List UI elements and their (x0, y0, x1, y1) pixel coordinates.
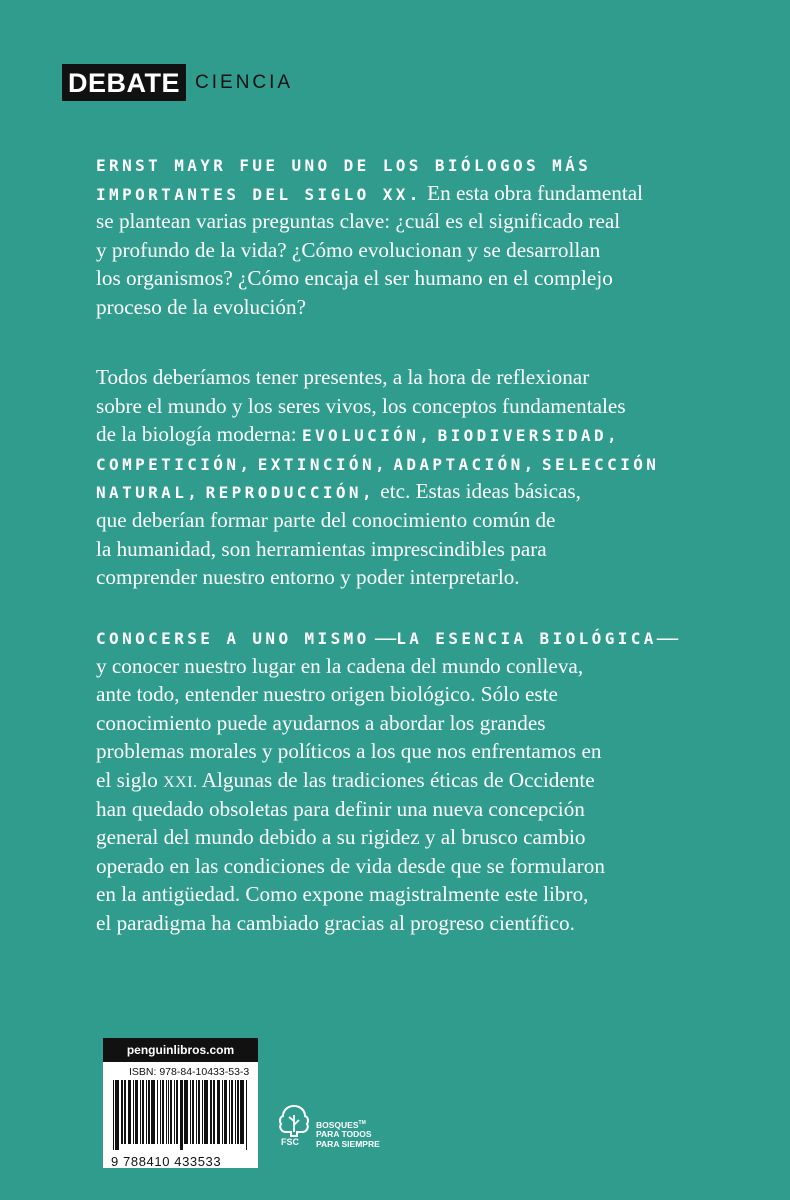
barcode-bar (237, 1080, 239, 1144)
publisher-logo (62, 64, 293, 101)
barcode-bar (115, 1080, 119, 1150)
barcode-label (103, 1038, 258, 1168)
barcode-bar (148, 1080, 150, 1144)
barcode-bar (160, 1080, 161, 1144)
barcode-bar (240, 1080, 244, 1144)
barcode-bar (121, 1080, 123, 1144)
barcode-bar (157, 1080, 158, 1144)
paragraph-essence (96, 623, 756, 938)
barcode-bar (229, 1080, 230, 1144)
text-fragment: etc. Estas ideas básicas, (380, 479, 581, 504)
barcode-bar (210, 1080, 212, 1144)
intro-caps-1: ERNST MAYR FUE UNO DE LOS BIÓLOGOS MÁS (96, 156, 592, 175)
text-line: problemas morales y políticos a los que nos enfrentamos en (96, 739, 602, 764)
century-smallcaps: XXI. (163, 773, 198, 791)
barcode-digits: 9 788410 433533 (111, 1154, 222, 1169)
concept-keyword: BIODIVERSIDAD, (437, 426, 621, 446)
text-line: se plantean varias preguntas clave: ¿cuál es el significado real (96, 209, 621, 234)
concept-keyword: NATURAL, (96, 483, 201, 503)
essence-caps-1: CONOCERSE A UNO MISMO (96, 629, 370, 648)
barcode-bar (168, 1080, 169, 1144)
barcode-bar (176, 1080, 178, 1144)
fsc-label: FSC (281, 1137, 299, 1147)
text-line: en la antigüedad. Como expone magistralmente este libro, (96, 882, 589, 907)
isbn-text: ISBN: 978-84-10433-53-3 (129, 1066, 250, 1078)
text-fragment: Algunas de las tradiciones éticas de Occidente (201, 767, 595, 792)
concept-keyword: COMPETICIÓN, (96, 454, 253, 474)
fsc-slogan (316, 1119, 380, 1149)
em-dash: — (656, 625, 679, 649)
text-line: y conocer nuestro lugar en la cadena del mundo conlleva, (96, 653, 584, 678)
barcode-icon (109, 1080, 252, 1150)
text-line: proceso de la evolución? (96, 294, 307, 319)
barcode-bar (174, 1080, 175, 1144)
fsc-line: PARA SIEMPRE (316, 1138, 380, 1149)
barcode-bar (170, 1080, 172, 1144)
essence-caps-2: LA ESENCIA BIOLÓGICA (396, 629, 657, 648)
text-line: En esta obra fundamental (427, 180, 644, 205)
concept-keyword: EXTINCIÓN, (257, 454, 389, 474)
barcode-bar (166, 1080, 167, 1144)
barcode-bar (113, 1080, 114, 1150)
barcode-bar (217, 1080, 220, 1144)
text-line: la humanidad, son herramientas imprescindibles para (96, 536, 547, 561)
barcode-bar (142, 1080, 144, 1144)
barcode-bar (162, 1080, 164, 1144)
text-line: comprender nuestro entorno y poder interpretarlo. (96, 565, 520, 590)
barcode-bar (133, 1080, 134, 1144)
barcode-bar (128, 1080, 131, 1144)
paragraph-concepts (96, 363, 756, 592)
publisher-name: DEBATE (62, 64, 186, 101)
fsc-line: BOSQUES (316, 1119, 359, 1130)
concept-keyword: EVOLUCIÓN, (301, 426, 433, 446)
barcode-bar (222, 1080, 223, 1144)
em-dash: — (375, 625, 397, 649)
barcode-bar (135, 1080, 138, 1144)
barcode-bar (246, 1080, 247, 1150)
fsc-line: PARA TODOS (316, 1129, 372, 1140)
concept-keyword: SELECCIÓN (542, 454, 660, 474)
trademark-mark: TM (358, 1120, 366, 1126)
text-line: el paradigma ha cambiado gracias al progreso científico. (96, 910, 575, 935)
barcode-bar (204, 1080, 208, 1144)
text-line: y profundo de la vida? ¿Cómo evolucionan y se desarrollan (96, 237, 601, 262)
barcode-bar (213, 1080, 215, 1144)
fsc-logo (278, 1103, 380, 1149)
barcode-bar (235, 1080, 236, 1144)
text-line: los organismos? ¿Cómo encaja el ser humano en el complejo (96, 266, 613, 291)
text-line: Todos deberíamos tener presentes, a la hora de reflexionar (96, 365, 590, 389)
fsc-tree-icon (278, 1103, 310, 1147)
concept-keyword: REPRODUCCIÓN, (205, 483, 375, 503)
barcode-bar (146, 1080, 147, 1144)
barcode-bar (202, 1080, 203, 1144)
barcode-bar (140, 1080, 141, 1144)
barcode-bar (192, 1080, 194, 1144)
barcode-bar (231, 1080, 233, 1144)
barcode-box (103, 1062, 258, 1168)
paragraph-intro (96, 150, 756, 322)
text-line: ante todo, entender nuestro origen biológico. Sólo este (96, 682, 558, 707)
text-line: sobre el mundo y los seres vivos, los conceptos fundamentales (96, 393, 626, 418)
intro-caps-2: IMPORTANTES DEL SIGLO XX. (96, 184, 422, 204)
barcode-bar (184, 1080, 188, 1144)
barcode-bar (151, 1080, 155, 1144)
concept-keyword: ADAPTACIÓN, (393, 454, 537, 474)
barcode-bar (180, 1080, 183, 1150)
text-fragment: el siglo (96, 767, 158, 792)
text-line: general del mundo debido a su rigidez y al brusco cambio (96, 825, 586, 850)
barcode-bar (124, 1080, 126, 1144)
publisher-website: penguinlibros.com (103, 1038, 258, 1062)
barcode-bar (196, 1080, 197, 1144)
text-line: operado en las condiciones de vida desde que se formularon (96, 853, 605, 878)
barcode-bar (190, 1080, 191, 1144)
collection-name: CIENCIA (195, 71, 294, 93)
text-line: conocimiento puede ayudarnos a abordar los grandes (96, 710, 546, 735)
text-line: que deberían formar parte del conocimiento común de (96, 507, 556, 532)
text-fragment: de la biología moderna: (96, 422, 297, 447)
barcode-bar (224, 1080, 227, 1144)
text-line: han quedado obsoletas para definir una nueva concepción (96, 796, 585, 821)
barcode-bar (198, 1080, 200, 1144)
